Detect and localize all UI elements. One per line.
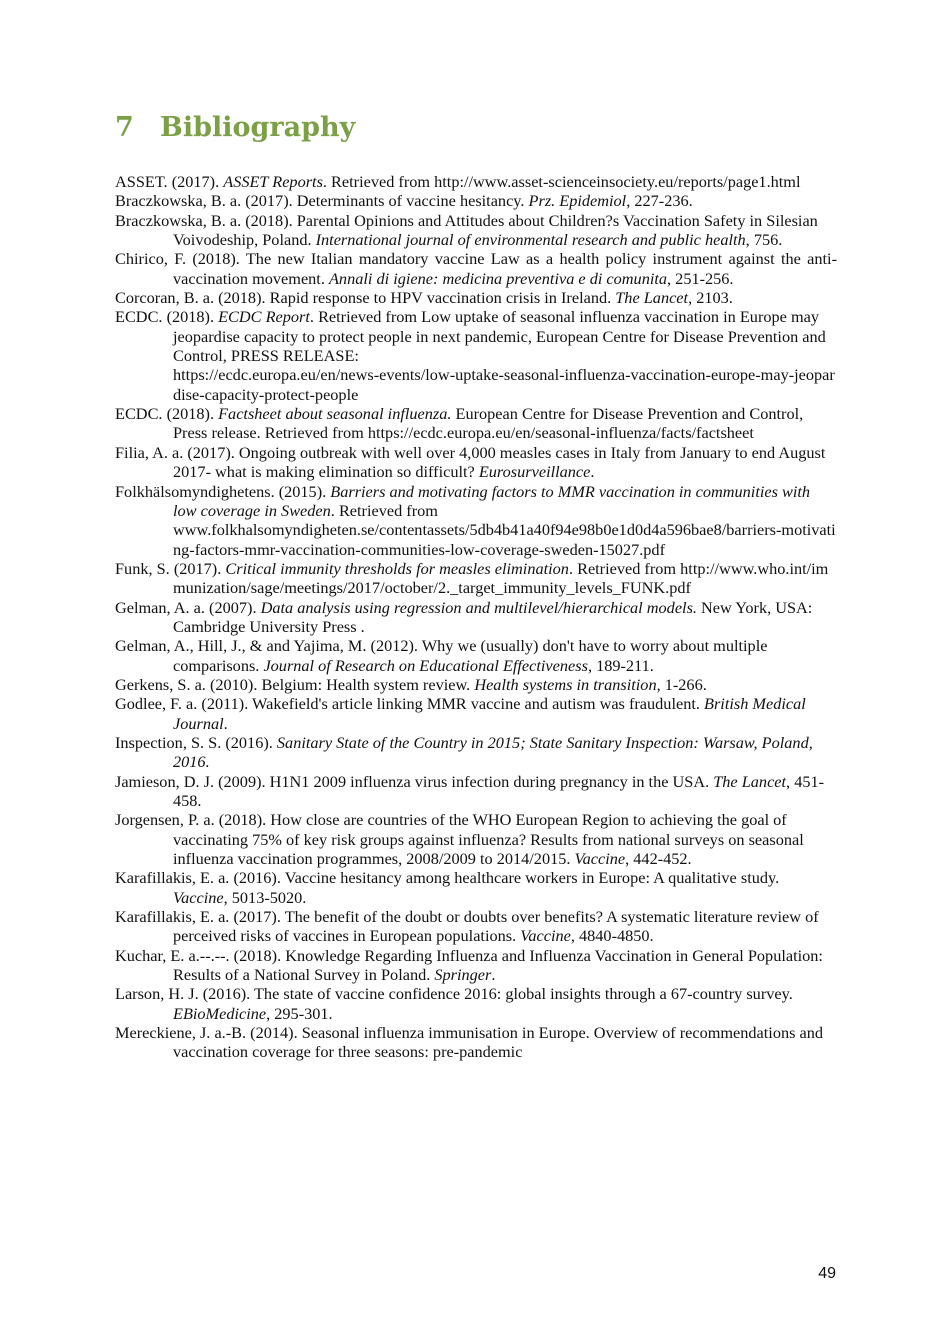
section-heading: [115, 108, 355, 148]
reference-entry: Inspection, S. S. (2016). Sanitary State of the Country in 2015; State Sanitary Inspection: Warsaw, Poland, 2016.: [115, 732, 813, 772]
reference-entry: Gelman, A. a. (2007). Data analysis using regression and multilevel/hierarchical models. New York, USA: Cambridge University Press .: [115, 597, 813, 636]
reference-entry: Karafillakis, E. a. (2017). The benefit of the doubt or doubts over benefits? A systematic literature review of perceived risks of vaccines in European populations. Vaccine, 4840-4850.: [115, 907, 819, 946]
reference-entry: Jorgensen, P. a. (2018). How close are countries of the WHO European Region to achieving the goal of vaccinating 75% of key risk groups against influenza? Results from national surveys on seasonal influenza vaccination programmes, 2008/2009 to 2014/2015. Vaccine, 442-452.: [115, 810, 804, 869]
page-number: 49: [818, 1265, 836, 1282]
reference-entry: Jamieson, D. J. (2009). H1N1 2009 influenza virus infection during pregnancy in the USA. The Lancet, 451-458.: [115, 771, 825, 810]
bibliography-list: [115, 172, 837, 1062]
reference-entry: Filia, A. a. (2017). Ongoing outbreak with well over 4,000 measles cases in Italy from January to end August 2017- what is making elimination so difficult? Eurosurveillance.: [115, 442, 826, 482]
reference-entry: Gerkens, S. a. (2010). Belgium: Health system review. Health systems in transition, 1-266.: [115, 674, 707, 694]
reference-url[interactable]: www.folkhalsomyndigheten.se/contentassets/5db4b41a40f94e98b0e1d0d4a596bae8/barriers-motivating-factors-mmr-vaccination-communities-low-coverage-sweden-15027.pdf: [173, 520, 836, 559]
reference-entry: Corcoran, B. a. (2018). Rapid response to HPV vaccination crisis in Ireland. The Lancet, 2103.: [115, 288, 733, 308]
reference-entry: Folkhälsomyndighetens. (2015). Barriers and motivating factors to MMR vaccination in communities with low coverage in Sweden. Retrieved from www.folkhalsomyndigheten.se/contentassets/5db4b41a40f94e98b0e1d0d4a596bae8/barriers-motivating-factors-mmr-vaccination-communities-low-coverage-sweden-15027.pdf: [115, 481, 836, 559]
reference-entry: Braczkowska, B. a. (2018). Parental Opinions and Attitudes about Children?s Vaccination Safety in Silesian Voivodeship, Poland. International journal of environmental research and public health, 756.: [115, 210, 818, 250]
reference-entry: Mereckiene, J. a.-B. (2014). Seasonal influenza immunisation in Europe. Overview of recommendations and vaccination coverage for three seasons: pre-pandemic: [115, 1023, 824, 1062]
reference-entry: ASSET. (2017). ASSET Reports. Retrieved from http://www.asset-scienceinsociety.eu/reports/page1.html: [115, 172, 801, 191]
reference-entry: Funk, S. (2017). Critical immunity thresholds for measles elimination. Retrieved from http://www.who.int/immunization/sage/meetings/2017/october/2._target_immunity_levels_FUNK.pdf: [115, 558, 829, 598]
section-number: 7: [115, 112, 134, 143]
reference-url[interactable]: https://ecdc.europa.eu/en/seasonal-influenza/facts/factsheet: [367, 423, 754, 443]
reference-entry: Gelman, A., Hill, J., & and Yajima, M. (2012). Why we (usually) don't have to worry about multiple comparisons. Journal of Research on Educational Effectiveness, 189-211.: [115, 636, 768, 675]
reference-entry: Karafillakis, E. a. (2016). Vaccine hesitancy among healthcare workers in Europe: A qualitative study. Vaccine, 5013-5020.: [115, 868, 780, 907]
reference-entry: Kuchar, E. a.--.--. (2018). Knowledge Regarding Influenza and Influenza Vaccination in General Population: Results of a National Survey in Poland. Springer.: [115, 945, 823, 985]
reference-entry: Braczkowska, B. a. (2017). Determinants of vaccine hesitancy. Prz. Epidemiol, 227-236.: [115, 191, 693, 211]
section-title: Bibliography: [160, 112, 356, 143]
reference-url[interactable]: http://www.asset-scienceinsociety.eu/reports/page1.html: [434, 172, 801, 191]
reference-entry: Godlee, F. a. (2011). Wakefield's article linking MMR vaccine and autism was fraudulent. British Medical Journal.: [115, 694, 806, 733]
reference-entry: ECDC. (2018). Factsheet about seasonal influenza. European Centre for Disease Prevention and Control, Press release. Retrieved from https://ecdc.europa.eu/en/seasonal-influenza/facts/factsheet: [115, 404, 804, 443]
reference-entry: ECDC. (2018). ECDC Report. Retrieved from Low uptake of seasonal influenza vaccination in Europe may jeopardise capacity to protect people in next pandemic, European Centre for Disease Prevention and Control, PRESS RELEASE: https://ecdc.europa.eu/en/news-events/low-uptake-seasonal-influenza-vaccination-europe-may-jeopardise-capacity-protect-people: [115, 307, 835, 404]
reference-url[interactable]: http://www.who.int/immunization/sage/meetings/2017/october/2._target_immunity_levels_FUNK.pdf: [173, 558, 829, 598]
reference-entry: Larson, H. J. (2016). The state of vaccine confidence 2016: global insights through a 67-country survey. EBioMedicine, 295-301.: [115, 984, 793, 1023]
reference-entry: Chirico, F. (2018). The new Italian mandatory vaccine Law as a health policy instrument against the anti-vaccination movement. Annali di igiene: medicina preventiva e di comunita, 251-256.: [115, 249, 837, 288]
reference-url[interactable]: https://ecdc.europa.eu/en/news-events/low-uptake-seasonal-influenza-vaccination-europe-may-jeopardise-capacity-protect-people: [173, 365, 835, 404]
